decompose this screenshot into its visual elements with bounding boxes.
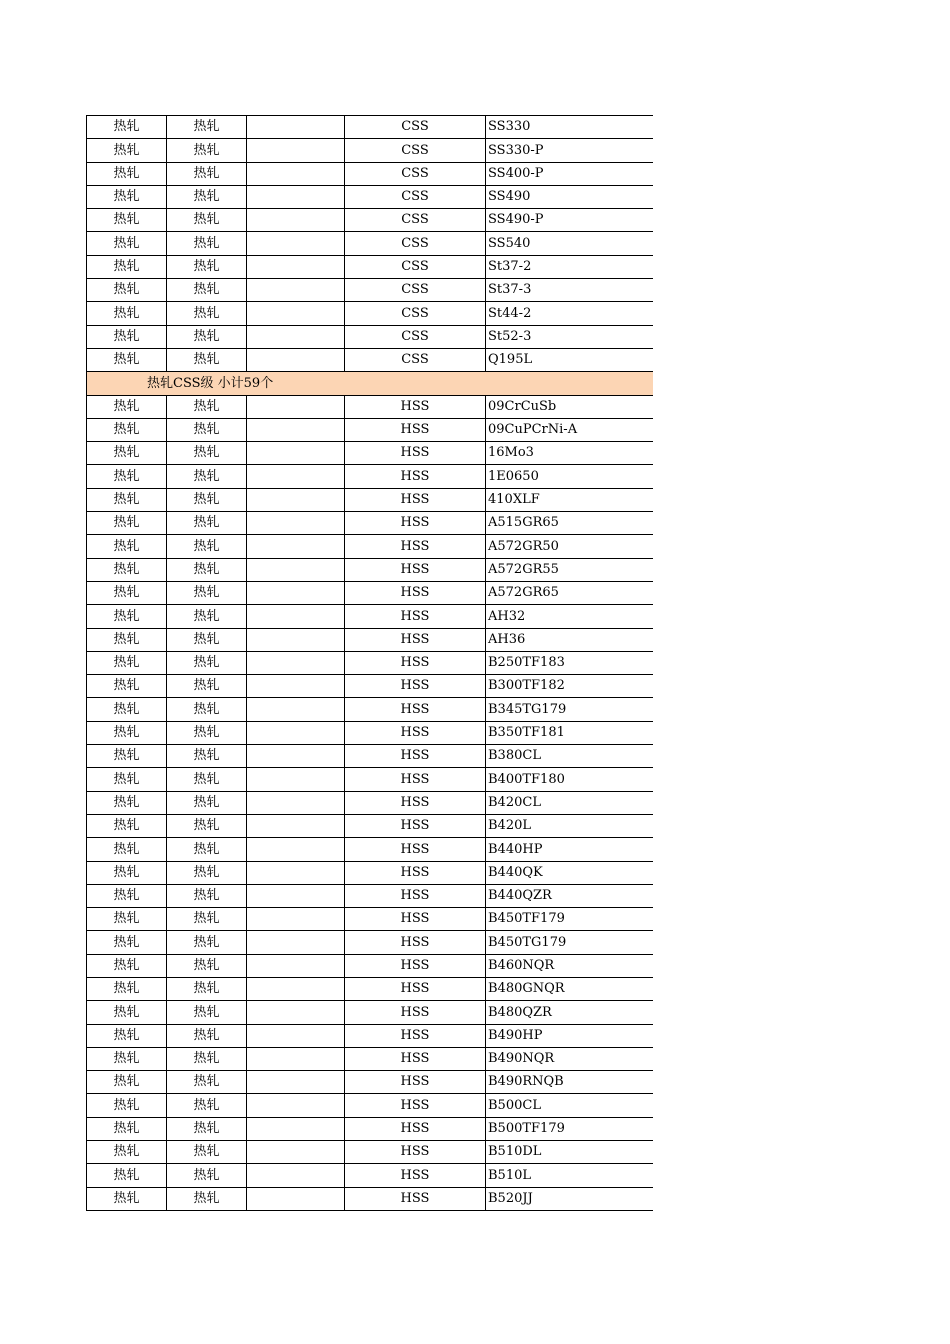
grade-cell[interactable]: 09CuPCrNi-A	[486, 418, 653, 441]
grade-cell[interactable]: B490RNQB	[486, 1071, 653, 1094]
type-cell[interactable]: 热轧	[87, 1164, 167, 1187]
subtype-cell[interactable]: 热轧	[167, 535, 247, 558]
table-row	[87, 1141, 653, 1164]
subtype-cell[interactable]: 热轧	[167, 745, 247, 768]
subtype-cell[interactable]: 热轧	[167, 395, 247, 418]
subtype-cell[interactable]: 热轧	[167, 255, 247, 278]
type-cell[interactable]: 热轧	[87, 139, 167, 162]
grade-class-cell[interactable]: HSS	[345, 535, 486, 558]
type-cell[interactable]: 热轧	[87, 675, 167, 698]
blank-cell[interactable]	[247, 1117, 345, 1140]
blank-cell[interactable]	[247, 768, 345, 791]
grade-cell[interactable]: 410XLF	[486, 488, 653, 511]
table-row	[87, 185, 653, 208]
spreadsheet-body	[87, 116, 653, 1211]
blank-cell[interactable]	[247, 745, 345, 768]
type-cell[interactable]: 热轧	[87, 185, 167, 208]
grade-class-cell[interactable]: HSS	[345, 861, 486, 884]
grade-class-cell[interactable]: CSS	[345, 325, 486, 348]
table-row	[87, 1047, 653, 1070]
type-cell[interactable]: 热轧	[87, 325, 167, 348]
type-cell[interactable]: 热轧	[87, 162, 167, 185]
type-cell[interactable]: 热轧	[87, 418, 167, 441]
blank-cell[interactable]	[247, 791, 345, 814]
type-cell[interactable]: 热轧	[87, 1001, 167, 1024]
grade-class-cell[interactable]: HSS	[345, 977, 486, 1000]
table-row	[87, 791, 653, 814]
grade-class-cell[interactable]: HSS	[345, 418, 486, 441]
grade-cell[interactable]: 16Mo3	[486, 442, 653, 465]
grade-cell[interactable]: B400TF180	[486, 768, 653, 791]
subtype-cell[interactable]: 热轧	[167, 302, 247, 325]
subtype-cell[interactable]: 热轧	[167, 1094, 247, 1117]
blank-cell[interactable]	[247, 884, 345, 907]
grade-class-cell[interactable]: CSS	[345, 348, 486, 371]
subtype-cell[interactable]: 热轧	[167, 977, 247, 1000]
blank-cell[interactable]	[247, 162, 345, 185]
grade-class-cell[interactable]: HSS	[345, 675, 486, 698]
table-row	[87, 628, 653, 651]
blank-cell[interactable]	[247, 721, 345, 744]
type-cell[interactable]: 热轧	[87, 1141, 167, 1164]
table-row	[87, 931, 653, 954]
blank-cell[interactable]	[247, 1024, 345, 1047]
blank-cell[interactable]	[247, 1141, 345, 1164]
table-row	[87, 1187, 653, 1210]
grade-cell[interactable]: B345TG179	[486, 698, 653, 721]
subtype-cell[interactable]: 热轧	[167, 675, 247, 698]
subtype-cell[interactable]: 热轧	[167, 209, 247, 232]
subtotal-row	[87, 372, 653, 395]
subtype-cell[interactable]: 热轧	[167, 116, 247, 139]
type-cell[interactable]: 热轧	[87, 791, 167, 814]
blank-cell[interactable]	[247, 908, 345, 931]
blank-cell[interactable]	[247, 1187, 345, 1210]
blank-cell[interactable]	[247, 418, 345, 441]
type-cell[interactable]: 热轧	[87, 209, 167, 232]
blank-cell[interactable]	[247, 698, 345, 721]
blank-cell[interactable]	[247, 488, 345, 511]
blank-cell[interactable]	[247, 302, 345, 325]
grade-cell[interactable]: Q195L	[486, 348, 653, 371]
blank-cell[interactable]	[247, 1094, 345, 1117]
grade-class-cell[interactable]: HSS	[345, 1164, 486, 1187]
subtype-cell[interactable]: 热轧	[167, 1164, 247, 1187]
type-cell[interactable]: 热轧	[87, 1094, 167, 1117]
grade-class-cell[interactable]: HSS	[345, 884, 486, 907]
grade-class-cell[interactable]: HSS	[345, 791, 486, 814]
table-row	[87, 139, 653, 162]
grade-cell[interactable]: B420L	[486, 814, 653, 837]
grade-cell[interactable]: St52-3	[486, 325, 653, 348]
subtype-cell[interactable]: 热轧	[167, 1187, 247, 1210]
table-row	[87, 1071, 653, 1094]
type-cell[interactable]: 热轧	[87, 465, 167, 488]
grade-class-cell[interactable]: HSS	[345, 395, 486, 418]
subtype-cell[interactable]: 热轧	[167, 605, 247, 628]
type-cell[interactable]: 热轧	[87, 512, 167, 535]
grade-cell[interactable]: 09CrCuSb	[486, 395, 653, 418]
grade-class-cell[interactable]: HSS	[345, 558, 486, 581]
grade-cell[interactable]: B450TG179	[486, 931, 653, 954]
grade-cell[interactable]: SS330-P	[486, 139, 653, 162]
table-row	[87, 558, 653, 581]
blank-cell[interactable]	[247, 116, 345, 139]
grade-cell[interactable]: B450TF179	[486, 908, 653, 931]
blank-cell[interactable]	[247, 558, 345, 581]
grade-class-cell[interactable]: CSS	[345, 185, 486, 208]
grade-class-cell[interactable]: CSS	[345, 116, 486, 139]
grade-cell[interactable]: St37-2	[486, 255, 653, 278]
blank-cell[interactable]	[247, 628, 345, 651]
blank-cell[interactable]	[247, 442, 345, 465]
subtype-cell[interactable]: 热轧	[167, 954, 247, 977]
type-cell[interactable]: 热轧	[87, 861, 167, 884]
type-cell[interactable]: 热轧	[87, 1024, 167, 1047]
grade-class-cell[interactable]: HSS	[345, 628, 486, 651]
table-row	[87, 977, 653, 1000]
subtype-cell[interactable]: 热轧	[167, 465, 247, 488]
subtype-cell[interactable]: 热轧	[167, 418, 247, 441]
type-cell[interactable]: 热轧	[87, 488, 167, 511]
grade-class-cell[interactable]: HSS	[345, 512, 486, 535]
blank-cell[interactable]	[247, 348, 345, 371]
table-row	[87, 651, 653, 674]
table-row	[87, 395, 653, 418]
table-row	[87, 279, 653, 302]
blank-cell[interactable]	[247, 279, 345, 302]
subtype-cell[interactable]: 热轧	[167, 1071, 247, 1094]
type-cell[interactable]: 热轧	[87, 395, 167, 418]
grade-cell[interactable]: B510L	[486, 1164, 653, 1187]
grade-cell[interactable]: B490NQR	[486, 1047, 653, 1070]
grade-cell[interactable]: SS330	[486, 116, 653, 139]
table-row	[87, 745, 653, 768]
type-cell[interactable]: 热轧	[87, 535, 167, 558]
subtype-cell[interactable]: 热轧	[167, 581, 247, 604]
grade-class-cell[interactable]: HSS	[345, 931, 486, 954]
blank-cell[interactable]	[247, 255, 345, 278]
grade-class-cell[interactable]: HSS	[345, 908, 486, 931]
type-cell[interactable]: 热轧	[87, 908, 167, 931]
table-row	[87, 232, 653, 255]
blank-cell[interactable]	[247, 232, 345, 255]
table-row	[87, 698, 653, 721]
blank-cell[interactable]	[247, 465, 345, 488]
grade-cell[interactable]: AH36	[486, 628, 653, 651]
subtype-cell[interactable]: 热轧	[167, 1001, 247, 1024]
grade-class-cell[interactable]: CSS	[345, 209, 486, 232]
grade-cell[interactable]: B250TF183	[486, 651, 653, 674]
grade-class-cell[interactable]: HSS	[345, 838, 486, 861]
grade-class-cell[interactable]: HSS	[345, 651, 486, 674]
subtype-cell[interactable]: 热轧	[167, 185, 247, 208]
type-cell[interactable]: 热轧	[87, 279, 167, 302]
grade-cell[interactable]: St44-2	[486, 302, 653, 325]
table-row	[87, 908, 653, 931]
grade-cell[interactable]: 1E0650	[486, 465, 653, 488]
table-row	[87, 302, 653, 325]
table-row	[87, 1094, 653, 1117]
blank-cell[interactable]	[247, 1071, 345, 1094]
subtype-cell[interactable]: 热轧	[167, 558, 247, 581]
grade-cell[interactable]: B440QK	[486, 861, 653, 884]
grade-class-cell[interactable]: HSS	[345, 442, 486, 465]
grade-cell[interactable]: B480QZR	[486, 1001, 653, 1024]
table-row	[87, 325, 653, 348]
subtype-cell[interactable]: 热轧	[167, 651, 247, 674]
table-row	[87, 1024, 653, 1047]
type-cell[interactable]: 热轧	[87, 931, 167, 954]
grade-class-cell[interactable]: CSS	[345, 162, 486, 185]
type-cell[interactable]: 热轧	[87, 1117, 167, 1140]
grade-cell[interactable]: SS540	[486, 232, 653, 255]
subtype-cell[interactable]: 热轧	[167, 814, 247, 837]
blank-cell[interactable]	[247, 1164, 345, 1187]
blank-cell[interactable]	[247, 838, 345, 861]
blank-cell[interactable]	[247, 535, 345, 558]
grade-class-cell[interactable]: HSS	[345, 1024, 486, 1047]
subtype-cell[interactable]: 热轧	[167, 698, 247, 721]
grade-class-cell[interactable]: HSS	[345, 721, 486, 744]
blank-cell[interactable]	[247, 1047, 345, 1070]
grade-class-cell[interactable]: HSS	[345, 954, 486, 977]
type-cell[interactable]: 热轧	[87, 651, 167, 674]
type-cell[interactable]: 热轧	[87, 116, 167, 139]
blank-cell[interactable]	[247, 931, 345, 954]
subtype-cell[interactable]: 热轧	[167, 721, 247, 744]
grade-class-cell[interactable]: HSS	[345, 1047, 486, 1070]
subtype-cell[interactable]: 热轧	[167, 1141, 247, 1164]
table-row	[87, 465, 653, 488]
table-row	[87, 488, 653, 511]
blank-cell[interactable]	[247, 814, 345, 837]
grade-class-cell[interactable]: HSS	[345, 488, 486, 511]
table-row	[87, 116, 653, 139]
grade-class-cell[interactable]: HSS	[345, 768, 486, 791]
blank-cell[interactable]	[247, 139, 345, 162]
table-row	[87, 442, 653, 465]
type-cell[interactable]: 热轧	[87, 348, 167, 371]
grade-class-cell[interactable]: HSS	[345, 814, 486, 837]
grade-cell[interactable]: AH32	[486, 605, 653, 628]
subtype-cell[interactable]: 热轧	[167, 162, 247, 185]
grade-cell[interactable]: B440QZR	[486, 884, 653, 907]
blank-cell[interactable]	[247, 581, 345, 604]
type-cell[interactable]: 热轧	[87, 302, 167, 325]
type-cell[interactable]: 热轧	[87, 1187, 167, 1210]
grade-cell[interactable]: B460NQR	[486, 954, 653, 977]
grade-class-cell[interactable]: CSS	[345, 302, 486, 325]
table-row	[87, 418, 653, 441]
grade-cell[interactable]: B520JJ	[486, 1187, 653, 1210]
blank-cell[interactable]	[247, 209, 345, 232]
grade-cell[interactable]: B420CL	[486, 791, 653, 814]
grade-cell[interactable]: St37-3	[486, 279, 653, 302]
grade-cell[interactable]: B500TF179	[486, 1117, 653, 1140]
type-cell[interactable]: 热轧	[87, 977, 167, 1000]
grade-cell[interactable]: B380CL	[486, 745, 653, 768]
type-cell[interactable]: 热轧	[87, 698, 167, 721]
table-row	[87, 1164, 653, 1187]
table-row	[87, 814, 653, 837]
subtype-cell[interactable]: 热轧	[167, 838, 247, 861]
grade-class-cell[interactable]: HSS	[345, 1141, 486, 1164]
table-row	[87, 721, 653, 744]
blank-cell[interactable]	[247, 512, 345, 535]
grade-class-cell[interactable]: CSS	[345, 279, 486, 302]
table-row	[87, 605, 653, 628]
blank-cell[interactable]	[247, 675, 345, 698]
subtype-cell[interactable]: 热轧	[167, 488, 247, 511]
type-cell[interactable]: 热轧	[87, 558, 167, 581]
table-row	[87, 512, 653, 535]
grade-cell[interactable]: A515GR65	[486, 512, 653, 535]
subtype-cell[interactable]: 热轧	[167, 512, 247, 535]
subtype-cell[interactable]: 热轧	[167, 348, 247, 371]
type-cell[interactable]: 热轧	[87, 442, 167, 465]
type-cell[interactable]: 热轧	[87, 721, 167, 744]
grade-class-cell[interactable]: HSS	[345, 605, 486, 628]
type-cell[interactable]: 热轧	[87, 255, 167, 278]
grade-cell[interactable]: A572GR65	[486, 581, 653, 604]
type-cell[interactable]: 热轧	[87, 768, 167, 791]
subtype-cell[interactable]: 热轧	[167, 232, 247, 255]
grade-class-cell[interactable]: HSS	[345, 465, 486, 488]
subtype-cell[interactable]: 热轧	[167, 861, 247, 884]
subtype-cell[interactable]: 热轧	[167, 768, 247, 791]
grade-class-cell[interactable]: HSS	[345, 1071, 486, 1094]
grade-cell[interactable]: A572GR50	[486, 535, 653, 558]
blank-cell[interactable]	[247, 395, 345, 418]
subtype-cell[interactable]: 热轧	[167, 791, 247, 814]
grade-cell[interactable]: B350TF181	[486, 721, 653, 744]
grade-class-cell[interactable]: HSS	[345, 1094, 486, 1117]
type-cell[interactable]: 热轧	[87, 605, 167, 628]
type-cell[interactable]: 热轧	[87, 954, 167, 977]
grade-cell[interactable]: B490HP	[486, 1024, 653, 1047]
type-cell[interactable]: 热轧	[87, 1071, 167, 1094]
subtype-cell[interactable]: 热轧	[167, 1047, 247, 1070]
grade-class-cell[interactable]: HSS	[345, 1117, 486, 1140]
type-cell[interactable]: 热轧	[87, 838, 167, 861]
blank-cell[interactable]	[247, 651, 345, 674]
type-cell[interactable]: 热轧	[87, 884, 167, 907]
subtype-cell[interactable]: 热轧	[167, 325, 247, 348]
table-row	[87, 954, 653, 977]
table-row	[87, 1001, 653, 1024]
grade-cell[interactable]: SS400-P	[486, 162, 653, 185]
subtype-cell[interactable]: 热轧	[167, 1024, 247, 1047]
spreadsheet-table	[86, 115, 653, 1211]
table-row	[87, 838, 653, 861]
table-row	[87, 884, 653, 907]
table-row	[87, 861, 653, 884]
table-row	[87, 348, 653, 371]
table-row	[87, 1117, 653, 1140]
grade-class-cell[interactable]: HSS	[345, 581, 486, 604]
subtotal-label[interactable]: 热轧CSS级 小计59个	[87, 372, 653, 395]
grade-class-cell[interactable]: HSS	[345, 745, 486, 768]
grade-cell[interactable]: SS490	[486, 185, 653, 208]
table-row	[87, 255, 653, 278]
blank-cell[interactable]	[247, 1001, 345, 1024]
grade-cell[interactable]: B440HP	[486, 838, 653, 861]
grade-class-cell[interactable]: HSS	[345, 698, 486, 721]
subtype-cell[interactable]: 热轧	[167, 1117, 247, 1140]
type-cell[interactable]: 热轧	[87, 745, 167, 768]
table-row	[87, 209, 653, 232]
subtype-cell[interactable]: 热轧	[167, 908, 247, 931]
grade-class-cell[interactable]: CSS	[345, 255, 486, 278]
subtype-cell[interactable]: 热轧	[167, 628, 247, 651]
blank-cell[interactable]	[247, 605, 345, 628]
type-cell[interactable]: 热轧	[87, 628, 167, 651]
subtype-cell[interactable]: 热轧	[167, 279, 247, 302]
subtype-cell[interactable]: 热轧	[167, 139, 247, 162]
grade-class-cell[interactable]: CSS	[345, 139, 486, 162]
grade-cell[interactable]: A572GR55	[486, 558, 653, 581]
table-row	[87, 675, 653, 698]
grade-class-cell[interactable]: HSS	[345, 1187, 486, 1210]
grade-class-cell[interactable]: HSS	[345, 1001, 486, 1024]
type-cell[interactable]: 热轧	[87, 232, 167, 255]
grade-cell[interactable]: B300TF182	[486, 675, 653, 698]
table-row	[87, 162, 653, 185]
blank-cell[interactable]	[247, 325, 345, 348]
grade-cell[interactable]: B500CL	[486, 1094, 653, 1117]
subtype-cell[interactable]: 热轧	[167, 442, 247, 465]
table-row	[87, 768, 653, 791]
table-row	[87, 535, 653, 558]
subtype-cell[interactable]: 热轧	[167, 931, 247, 954]
blank-cell[interactable]	[247, 977, 345, 1000]
table-row	[87, 581, 653, 604]
blank-cell[interactable]	[247, 954, 345, 977]
blank-cell[interactable]	[247, 861, 345, 884]
type-cell[interactable]: 热轧	[87, 581, 167, 604]
grade-cell[interactable]: B510DL	[486, 1141, 653, 1164]
grade-cell[interactable]: B480GNQR	[486, 977, 653, 1000]
grade-cell[interactable]: SS490-P	[486, 209, 653, 232]
subtype-cell[interactable]: 热轧	[167, 884, 247, 907]
grade-class-cell[interactable]: CSS	[345, 232, 486, 255]
blank-cell[interactable]	[247, 185, 345, 208]
type-cell[interactable]: 热轧	[87, 814, 167, 837]
type-cell[interactable]: 热轧	[87, 1047, 167, 1070]
